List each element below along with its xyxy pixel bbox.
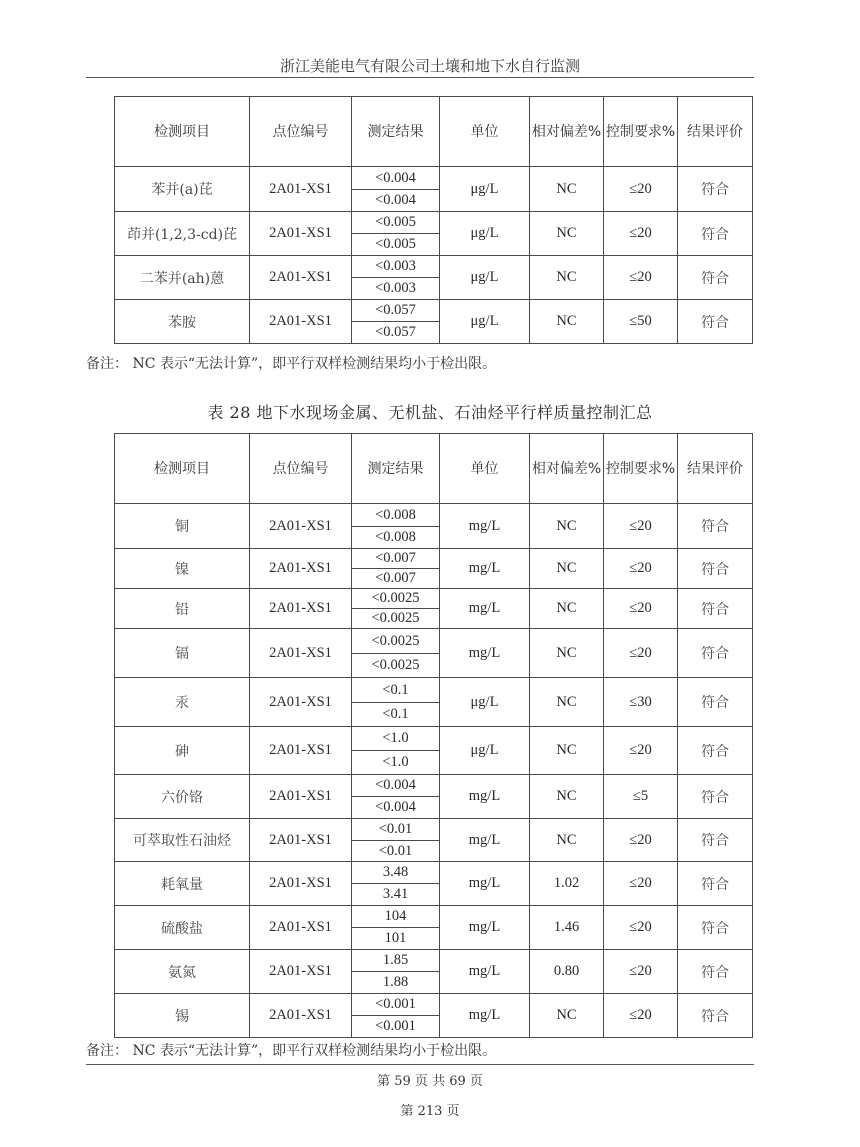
cell-control: ≤20 — [604, 167, 678, 212]
cell-item: 铅 — [115, 589, 250, 629]
table-row — [115, 906, 753, 928]
cell-item: 汞 — [115, 678, 250, 727]
cell-control: ≤20 — [604, 629, 678, 678]
cell-evaluation: 符合 — [678, 727, 753, 775]
cell-control: ≤20 — [604, 727, 678, 775]
cell-evaluation: 符合 — [678, 629, 753, 678]
cell-point: 2A01-XS1 — [250, 167, 352, 212]
cell-point: 2A01-XS1 — [250, 727, 352, 775]
cell-evaluation: 符合 — [678, 504, 753, 549]
table1-note: 备注： NC 表示“无法计算”，即平行双样检测结果均小于检出限。 — [86, 356, 497, 372]
total-page-number: 第 213 页 — [400, 1104, 460, 1119]
page-number: 第 59 页 共 69 页 — [377, 1074, 483, 1089]
cell-control: ≤30 — [604, 678, 678, 727]
cell-item: 二苯并(ah)蒽 — [115, 256, 250, 300]
pah-qc-table — [114, 96, 753, 344]
cell-evaluation: 符合 — [678, 589, 753, 629]
cell-item: 镉 — [115, 629, 250, 678]
table-row — [115, 256, 753, 278]
cell-rpd: NC — [530, 504, 604, 549]
cell-point: 2A01-XS1 — [250, 212, 352, 256]
cell-evaluation: 符合 — [678, 775, 753, 819]
cell-item: 可萃取性石油烃 — [115, 819, 250, 862]
header-divider — [86, 77, 754, 78]
cell-unit: mg/L — [440, 950, 530, 994]
col-header-point: 点位编号 — [250, 434, 352, 504]
cell-item: 氨氮 — [115, 950, 250, 994]
cell-result-2: <0.004 — [352, 797, 440, 819]
cell-result-2: <0.003 — [352, 278, 440, 300]
cell-control: ≤20 — [604, 504, 678, 549]
cell-point: 2A01-XS1 — [250, 862, 352, 906]
cell-result-2: <0.0025 — [352, 609, 440, 629]
cell-result-1: 3.48 — [352, 862, 440, 884]
cell-rpd: NC — [530, 994, 604, 1038]
table-header-row — [115, 434, 753, 504]
cell-rpd: 1.46 — [530, 906, 604, 950]
cell-unit: mg/L — [440, 589, 530, 629]
cell-result-2: <0.0025 — [352, 654, 440, 678]
col-header-result: 测定结果 — [352, 97, 440, 167]
cell-result-1: <1.0 — [352, 727, 440, 751]
cell-result-1: <0.005 — [352, 212, 440, 234]
footer-divider — [86, 1064, 754, 1065]
cell-item: 硫酸盐 — [115, 906, 250, 950]
cell-unit: μg/L — [440, 300, 530, 344]
table2-note: 备注： NC 表示“无法计算”，即平行双样检测结果均小于检出限。 — [86, 1043, 497, 1059]
cell-item: 铜 — [115, 504, 250, 549]
col-header-control: 控制要求% — [604, 434, 678, 504]
table-row — [115, 549, 753, 569]
cell-item: 苯并(a)芘 — [115, 167, 250, 212]
col-header-point: 点位编号 — [250, 97, 352, 167]
cell-result-1: <0.004 — [352, 775, 440, 797]
cell-item: 茚并(1,2,3-cd)芘 — [115, 212, 250, 256]
cell-control: ≤20 — [604, 994, 678, 1038]
cell-result-1: <0.01 — [352, 819, 440, 841]
cell-item: 镍 — [115, 549, 250, 589]
cell-evaluation: 符合 — [678, 994, 753, 1038]
cell-control: ≤20 — [604, 819, 678, 862]
table-row — [115, 819, 753, 841]
cell-unit: μg/L — [440, 727, 530, 775]
cell-rpd: NC — [530, 300, 604, 344]
cell-unit: mg/L — [440, 549, 530, 589]
cell-point: 2A01-XS1 — [250, 256, 352, 300]
cell-result-1: 104 — [352, 906, 440, 928]
cell-rpd: NC — [530, 819, 604, 862]
cell-result-1: 1.85 — [352, 950, 440, 972]
cell-evaluation: 符合 — [678, 819, 753, 862]
cell-rpd: NC — [530, 727, 604, 775]
col-header-result: 测定结果 — [352, 434, 440, 504]
cell-result-1: <0.001 — [352, 994, 440, 1016]
table-row — [115, 300, 753, 322]
cell-result-2: <1.0 — [352, 751, 440, 775]
cell-result-2: <0.004 — [352, 190, 440, 212]
table-row — [115, 994, 753, 1016]
cell-rpd: NC — [530, 678, 604, 727]
col-header-evaluation: 结果评价 — [678, 97, 753, 167]
cell-result-1: <0.1 — [352, 678, 440, 703]
table-row — [115, 504, 753, 527]
col-header-rpd: 相对偏差% — [530, 97, 604, 167]
cell-unit: mg/L — [440, 994, 530, 1038]
cell-unit: mg/L — [440, 775, 530, 819]
cell-point: 2A01-XS1 — [250, 994, 352, 1038]
cell-item: 砷 — [115, 727, 250, 775]
cell-result-2: 1.88 — [352, 972, 440, 994]
cell-unit: mg/L — [440, 819, 530, 862]
cell-result-2: 101 — [352, 928, 440, 950]
cell-result-2: <0.01 — [352, 841, 440, 862]
cell-rpd: NC — [530, 629, 604, 678]
cell-result-1: <0.007 — [352, 549, 440, 569]
col-header-unit: 单位 — [440, 97, 530, 167]
cell-point: 2A01-XS1 — [250, 504, 352, 549]
cell-point: 2A01-XS1 — [250, 950, 352, 994]
cell-evaluation: 符合 — [678, 167, 753, 212]
cell-result-2: <0.1 — [352, 703, 440, 727]
table-row — [115, 727, 753, 751]
cell-unit: μg/L — [440, 256, 530, 300]
cell-control: ≤20 — [604, 589, 678, 629]
col-header-control: 控制要求% — [604, 97, 678, 167]
cell-rpd: NC — [530, 589, 604, 629]
cell-point: 2A01-XS1 — [250, 775, 352, 819]
cell-evaluation: 符合 — [678, 212, 753, 256]
cell-point: 2A01-XS1 — [250, 678, 352, 727]
table-row — [115, 678, 753, 703]
cell-result-2: <0.008 — [352, 527, 440, 549]
cell-evaluation: 符合 — [678, 862, 753, 906]
report-header-title: 浙江美能电气有限公司土壤和地下水自行监测 — [279, 57, 580, 75]
table-row — [115, 775, 753, 797]
cell-control: ≤50 — [604, 300, 678, 344]
cell-point: 2A01-XS1 — [250, 629, 352, 678]
col-header-unit: 单位 — [440, 434, 530, 504]
table-header-row — [115, 97, 753, 167]
cell-result-1: <0.008 — [352, 504, 440, 527]
cell-control: ≤20 — [604, 549, 678, 589]
cell-result-1: <0.0025 — [352, 629, 440, 654]
cell-item: 六价铬 — [115, 775, 250, 819]
cell-rpd: NC — [530, 549, 604, 589]
cell-control: ≤5 — [604, 775, 678, 819]
cell-unit: μg/L — [440, 678, 530, 727]
metal-qc-table — [114, 433, 753, 1038]
table-row — [115, 950, 753, 972]
table-row — [115, 212, 753, 234]
cell-evaluation: 符合 — [678, 678, 753, 727]
cell-item: 锡 — [115, 994, 250, 1038]
cell-point: 2A01-XS1 — [250, 300, 352, 344]
cell-point: 2A01-XS1 — [250, 549, 352, 589]
cell-rpd: 1.02 — [530, 862, 604, 906]
cell-evaluation: 符合 — [678, 906, 753, 950]
col-header-item: 检测项目 — [115, 434, 250, 504]
table-row — [115, 629, 753, 654]
cell-result-2: 3.41 — [352, 884, 440, 906]
cell-result-1: <0.057 — [352, 300, 440, 322]
cell-evaluation: 符合 — [678, 950, 753, 994]
cell-unit: μg/L — [440, 167, 530, 212]
cell-evaluation: 符合 — [678, 256, 753, 300]
cell-rpd: 0.80 — [530, 950, 604, 994]
cell-point: 2A01-XS1 — [250, 589, 352, 629]
col-header-rpd: 相对偏差% — [530, 434, 604, 504]
cell-control: ≤20 — [604, 212, 678, 256]
cell-point: 2A01-XS1 — [250, 819, 352, 862]
cell-result-1: <0.003 — [352, 256, 440, 278]
cell-rpd: NC — [530, 212, 604, 256]
col-header-item: 检测项目 — [115, 97, 250, 167]
table-row — [115, 862, 753, 884]
table-row — [115, 589, 753, 609]
cell-item: 耗氧量 — [115, 862, 250, 906]
cell-result-1: <0.004 — [352, 167, 440, 190]
cell-point: 2A01-XS1 — [250, 906, 352, 950]
table2-caption: 表 28 地下水现场金属、无机盐、石油烃平行样质量控制汇总 — [207, 403, 653, 422]
cell-rpd: NC — [530, 167, 604, 212]
cell-unit: mg/L — [440, 629, 530, 678]
cell-control: ≤20 — [604, 906, 678, 950]
cell-evaluation: 符合 — [678, 549, 753, 589]
table-row — [115, 167, 753, 190]
cell-result-1: <0.0025 — [352, 589, 440, 609]
cell-unit: mg/L — [440, 504, 530, 549]
cell-rpd: NC — [530, 775, 604, 819]
cell-control: ≤20 — [604, 950, 678, 994]
cell-unit: mg/L — [440, 862, 530, 906]
cell-control: ≤20 — [604, 256, 678, 300]
cell-item: 苯胺 — [115, 300, 250, 344]
col-header-evaluation: 结果评价 — [678, 434, 753, 504]
cell-result-2: <0.007 — [352, 569, 440, 589]
cell-result-2: <0.001 — [352, 1016, 440, 1038]
cell-result-2: <0.005 — [352, 234, 440, 256]
cell-unit: mg/L — [440, 906, 530, 950]
cell-control: ≤20 — [604, 862, 678, 906]
cell-evaluation: 符合 — [678, 300, 753, 344]
cell-unit: μg/L — [440, 212, 530, 256]
cell-result-2: <0.057 — [352, 322, 440, 344]
cell-rpd: NC — [530, 256, 604, 300]
